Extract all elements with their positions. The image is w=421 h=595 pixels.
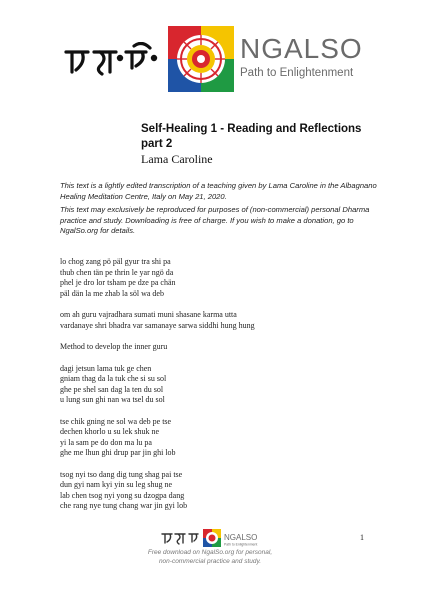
header [0,20,421,90]
verse-line: gniam thag da la tuk che si su sol [60,374,167,383]
verse-line: u lung sun ghi nan wa tsel du sol [60,395,165,404]
author: Lama Caroline [141,152,213,166]
tibetan-script-logo [62,42,162,82]
verse-line: tse chik gning ne sol wa deb pe tse [60,416,172,426]
footer-line-1: Free download on NgalSo.org for personal, [147,549,273,556]
intro-paragraph-2: This text may exclusively be reproduced for purposes of (non-commercial) personal Dharma practice and study. Downloading is free of charge. If you wish to make a donation, go to NgalSo.org for details. [60,205,370,235]
verse-line: thub chen tän pe thrin le yar ngö da [60,267,174,277]
verse-line: lo chog zang pö päl gyur tra shi pa [60,257,171,266]
verse-line: dun gyi nam kyi yin su leg shug ne [60,480,172,489]
footer-note [120,548,300,566]
verse-line: yi la sam pe do don ma lu pa [60,437,152,447]
ngalso-emblem-icon [168,26,234,92]
footer-brand-tagline: Path to Enlightenment [224,542,258,547]
body-text [60,257,380,523]
page-number: 1 [360,533,364,542]
verse-line: che rang nye tung chang war jin gyi lob [60,501,188,510]
title-block [141,122,391,167]
verse-line: vardanaye shri bhadra var samanaye sarwa siddhi hung hung [60,320,255,330]
mantra-stanza [60,310,380,331]
verse-stanza [60,364,380,406]
footer-brand-name: NGALSO [224,533,258,542]
verse-line: dagi jetsun lama tuk ge chen [60,363,152,373]
verse-line: dechen khorlo u su lek shuk ne [60,427,160,436]
footer-line-2: non-commercial practice and study. [158,558,262,565]
title-line-2: part 2 [141,138,173,150]
document-title [141,122,391,152]
intro [60,181,380,240]
verse-line: om ah guru vajradhara sumati muni shasane karma utta [60,310,237,319]
verse-line: päl dän la me zhab la söl wa deb [60,288,164,298]
footer-logos [160,528,280,548]
title-line-1: Self-Healing 1 - Reading and Reflections [141,123,362,135]
verse-line: lab chen tsog nyi yong su dzogpa dang [60,490,185,500]
verse-stanza [60,417,380,459]
verse-stanza [60,257,380,299]
verse-line: ghe me lhun ghi drup par jin ghi lob [60,448,176,457]
verse-line: phel je dro lor tsham pe dze pa chän [60,278,176,287]
verse-line: tsog nyi tso dang dig tung shag pai tse [60,469,183,479]
method-heading: Method to develop the inner guru [60,342,168,351]
verse-stanza [60,470,380,512]
brand-name: NGALSO [240,33,363,64]
verse-line: ghe pe shel san dag la ten du sol [60,384,164,394]
brand-tagline: Path to Enlightenment [240,67,354,79]
intro-paragraph-1: This text is a lightly edited transcription of a teaching given by Lama Caroline in the Albagnano Healing Meditation Centre, Italy on May 21, 2020. [60,181,377,201]
brand [240,34,363,80]
